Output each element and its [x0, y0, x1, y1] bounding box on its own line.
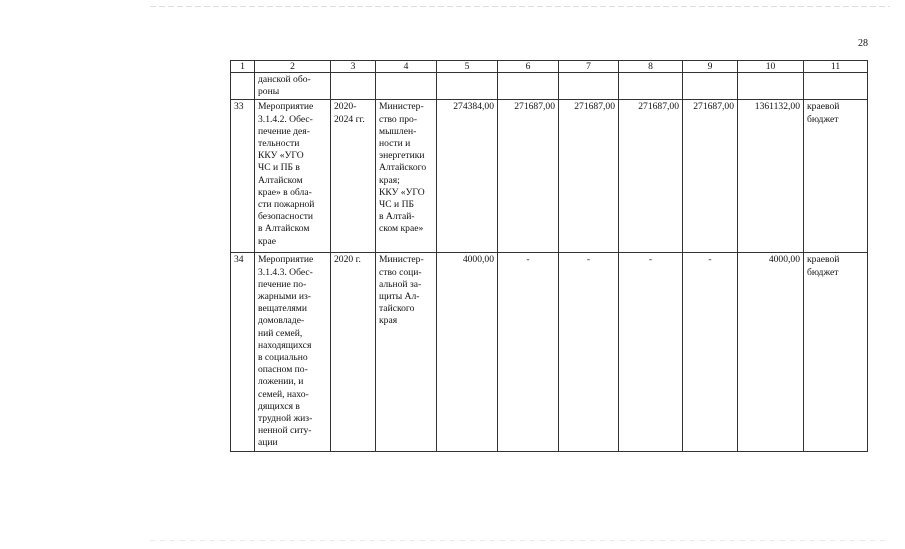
measure-name: Мероприятие 3.1.4.3. Обес- печение по- жарными из- вещателями домовладе- ний семей, находящихся в социально опасном по- ложении, и семей, нахо- дящихся в трудной жиз- ненной ситу- ации — [255, 253, 331, 451]
source-cell: краевой бюджет — [804, 100, 868, 253]
period-cell: 2020 г. — [331, 253, 376, 451]
period-cell: 2020- 2024 гг. — [331, 100, 376, 253]
measure-name: Мероприятие 3.1.4.2. Обес- печение дея- тельности ККУ «УГО ЧС и ПБ в Алтайском крае» в обла- сти пожарной безопасности в Алтайском крае — [255, 100, 331, 253]
header-cell: 10 — [738, 61, 804, 73]
value-col7: - — [559, 253, 619, 451]
header-cell: 9 — [683, 61, 738, 73]
value-col6: 271687,00 — [498, 100, 559, 253]
row-number: 33 — [231, 100, 255, 253]
value-col7: 271687,00 — [559, 100, 619, 253]
value-col8: 271687,00 — [619, 100, 683, 253]
header-cell: 11 — [804, 61, 868, 73]
header-cell: 1 — [231, 61, 255, 73]
table-row — [231, 100, 868, 253]
header-cell: 7 — [559, 61, 619, 73]
value-col5: 4000,00 — [437, 253, 498, 451]
value-col9: - — [683, 253, 738, 451]
table-header-row — [231, 61, 868, 73]
source-cell: краевой бюджет — [804, 253, 868, 451]
table-row — [231, 253, 868, 451]
header-cell: 5 — [437, 61, 498, 73]
executor-cell: Министер- ство про- мышлен- ности и энергетики Алтайского края; ККУ «УГО ЧС и ПБ в Алтай- ском крае» — [376, 100, 437, 253]
value-col8: - — [619, 253, 683, 451]
value-col5: 274384,00 — [437, 100, 498, 253]
funding-table — [230, 60, 868, 452]
executor-cell: Министер- ство соци- альной за- щиты Ал- тайского края — [376, 253, 437, 451]
value-col6: - — [498, 253, 559, 451]
row-number: 34 — [231, 253, 255, 451]
page-number: 28 — [858, 38, 868, 49]
header-cell: 2 — [255, 61, 331, 73]
scan-artifact-top — [150, 6, 890, 7]
header-cell: 3 — [331, 61, 376, 73]
value-col10: 4000,00 — [738, 253, 804, 451]
continuation-text: данской обо- роны — [255, 73, 331, 100]
scan-artifact-bottom — [150, 540, 890, 541]
header-cell: 8 — [619, 61, 683, 73]
header-cell: 4 — [376, 61, 437, 73]
header-cell: 6 — [498, 61, 559, 73]
value-col10: 1361132,00 — [738, 100, 804, 253]
value-col9: 271687,00 — [683, 100, 738, 253]
table-row-continuation — [231, 73, 868, 100]
